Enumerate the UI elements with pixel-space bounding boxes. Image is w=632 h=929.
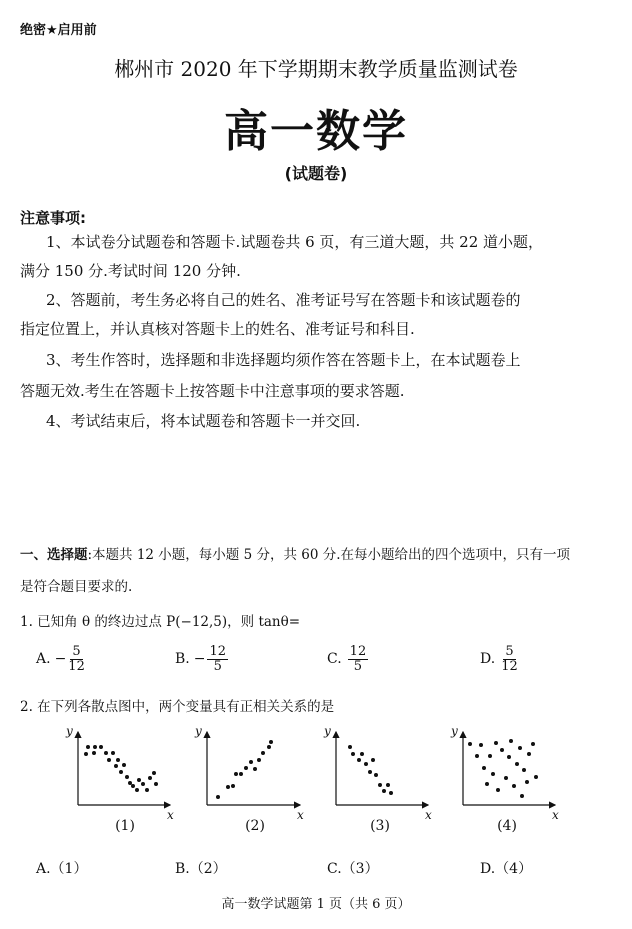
exam-title: 郴州市 2020 年下学期期末教学质量监测试卷 xyxy=(114,57,518,81)
option-label: A. xyxy=(36,651,51,668)
option-label: B. xyxy=(175,651,190,668)
q2-stem: 2. 在下列各散点图中，两个变量具有正相关关系的是 xyxy=(20,699,335,715)
plot-label-3: (3) xyxy=(370,818,390,834)
fraction-numerator: 5 xyxy=(72,644,81,659)
page-footer: 高一数学试题第 1 页（共 6 页） xyxy=(221,897,411,912)
section1-desc-cont: 是符合题目要求的. xyxy=(20,579,133,595)
plot1-y-label: y xyxy=(66,724,73,738)
plot-label-4: (4) xyxy=(497,818,517,834)
q1-option-b[interactable] xyxy=(175,645,228,673)
option-fraction xyxy=(207,645,228,673)
notice-item-3: 3、考生作答时，选择题和非选择题均须作答在答题卡上，在本试题卷上 xyxy=(46,351,521,369)
scatter-plot-3 xyxy=(336,732,428,805)
scatter-plots-figure xyxy=(0,720,632,830)
q2-option-a[interactable]: A.（1） xyxy=(36,861,88,877)
paper-type: (试题卷) xyxy=(284,164,348,183)
notice-item-1-cont: 满分 150 分.考试时间 120 分钟. xyxy=(20,262,241,280)
q1-option-d[interactable] xyxy=(480,645,518,673)
option-fraction xyxy=(501,645,518,673)
notice-item-4: 4、考试结束后，将本试题卷和答题卡一并交回. xyxy=(46,412,361,430)
option-sign: − xyxy=(54,651,67,668)
fraction-denominator: 12 xyxy=(501,658,518,674)
q2-option-d[interactable]: D.（4） xyxy=(480,861,533,877)
plot4-x-label: x xyxy=(552,808,559,822)
plot2-y-label: y xyxy=(195,724,202,738)
section1-intro xyxy=(20,543,570,563)
scatter-plot-2 xyxy=(207,732,300,805)
fraction-numerator: 5 xyxy=(505,644,514,659)
option-label: D. xyxy=(480,651,496,668)
q2-option-b[interactable]: B.（2） xyxy=(175,861,227,877)
notice-heading: 注意事项: xyxy=(20,209,86,227)
notice-item-1: 1、本试卷分试题卷和答题卡.试题卷共 6 页，有三道大题，共 22 道小题， xyxy=(46,233,544,251)
plot-label-1: (1) xyxy=(115,818,135,834)
fraction-numerator: 12 xyxy=(349,644,367,659)
notice-item-2-cont: 指定位置上，并认真核对答题卡上的姓名、准考证号和科目. xyxy=(20,320,415,338)
plot1-x-label: x xyxy=(167,808,174,822)
section1-desc: :本题共 12 小题，每小题 5 分，共 60 分.在每小题给出的四个选项中，只有一项 xyxy=(87,547,571,563)
q2-option-c[interactable]: C.（3） xyxy=(327,861,379,877)
notice-item-3-cont: 答题无效.考生在答题卡上按答题卡中注意事项的要求答题. xyxy=(20,382,405,400)
fraction-denominator: 5 xyxy=(213,658,222,674)
plot2-x-label: x xyxy=(297,808,304,822)
section1-title: 一、选择题 xyxy=(20,547,88,563)
option-fraction xyxy=(68,645,85,673)
q1-option-c[interactable] xyxy=(327,645,368,673)
confidential-label: 绝密★启用前 xyxy=(20,23,97,38)
subject-title: 高一数学 xyxy=(224,106,408,157)
scatter-plot-1 xyxy=(78,732,170,805)
plot-label-2: (2) xyxy=(245,818,265,834)
scatter-plot-4 xyxy=(463,732,555,805)
plot3-x-label: x xyxy=(425,808,432,822)
notice-item-2: 2、答题前，考生务必将自己的姓名、准考证号写在答题卡和该试题卷的 xyxy=(46,291,521,309)
fraction-denominator: 5 xyxy=(353,658,363,674)
q1-stem: 1. 已知角 θ 的终边过点 P(−12,5)，则 tanθ= xyxy=(20,614,301,630)
option-sign: − xyxy=(193,651,206,668)
fraction-numerator: 12 xyxy=(209,644,227,659)
option-fraction xyxy=(348,645,369,673)
fraction-denominator: 12 xyxy=(68,658,85,674)
q1-option-a[interactable] xyxy=(36,645,85,673)
option-label: C. xyxy=(327,651,342,668)
plot3-y-label: y xyxy=(324,724,331,738)
plot4-y-label: y xyxy=(451,724,458,738)
